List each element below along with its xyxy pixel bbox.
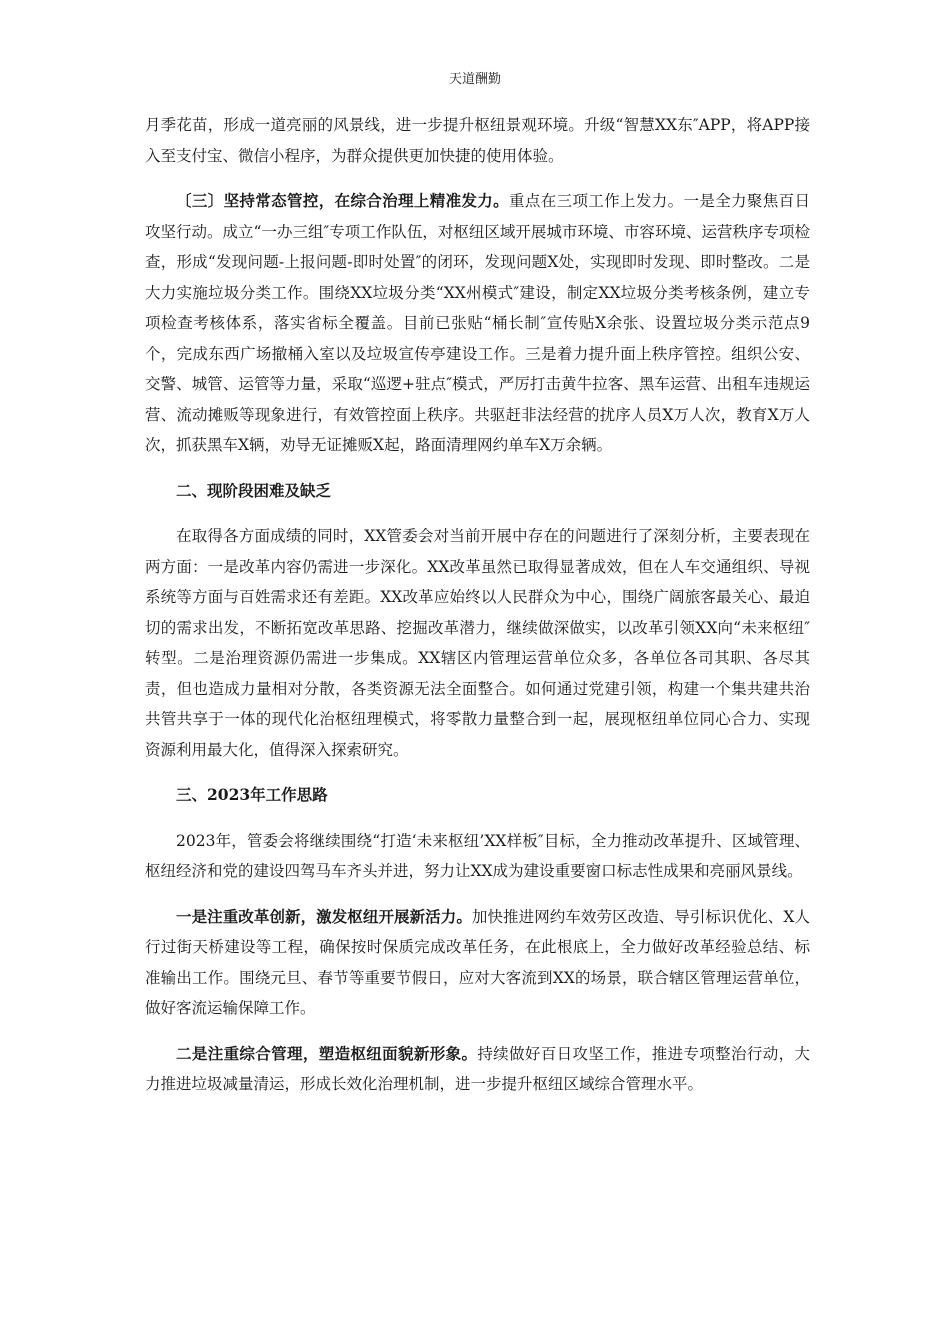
- paragraph-text: 加快推进网约车效劳区改造、导引标识优化、X人行过街天桥建设等工程，确保按时保质完成改革任务，在此根底上，全力做好改革经验总结、标准输出工作。围绕元旦、春节等重要节假日，应对大客流到XX的场景，联合辖区管理运营单位，做好客流运输保障工作。: [145, 907, 810, 1017]
- paragraph-text: 月季花苗，形成一道亮丽的风景线，进一步提升枢纽景观环境。升级“智慧XX东″APP，将APP接入至支付宝、微信小程序，为群众提供更加快捷的使用体验。: [145, 116, 810, 165]
- page-header: 天道酬勤: [448, 72, 501, 87]
- paragraph-difficulties: [145, 521, 810, 765]
- paragraph-text: 持续做好百日攻坚工作，推进专项整治行动，大力推进垃圾减量清运，形成长效化治理机制，进一步提升枢纽区域综合管理水平。: [145, 1044, 810, 1093]
- paragraph-text: 2023年，管委会将继续围绕“打造‘未来枢纽’XX样板″目标，全力推动改革提升、区域管理、枢纽经济和党的建设四驾马车齐头并进，努力让XX成为建设重要窗口标志性成果和亮丽风景线。: [145, 831, 810, 880]
- paragraph-lead: 〔三〕坚持常态管控，在综合治理上精准发力。: [176, 191, 510, 210]
- paragraph-text: 在取得各方面成绩的同时，XX管委会对当前开展中存在的问题进行了深刻分析，主要表现在两方面：一是改革内容仍需进一步深化。XX改革虽然已取得显著成效，但在人车交通组织、导视系统等方面与百姓需求还有差距。XX改革应始终以人民群众为中心，围绕广阔旅客最关心、最迫切的需求出发，不断拓宽改革思路、挖掘改革潜力，继续做深做实，以改革引领XX向“未来枢纽″转型。二是治理资源仍需进一步集成。XX辖区内管理运营单位众多，各单位各司其职、各尽其责，但也造成力量相对分散，各类资源无法全面整合。如何通过党建引领，构建一个集共建共治共管共享于一体的现代化治枢纽理模式，将零散力量整合到一起，展现枢纽单位同心合力、实现资源利用最大化，值得深入探索研究。: [145, 527, 810, 759]
- document-body: [145, 110, 810, 1100]
- paragraph-lead: 一是注重改革创新，激发枢纽开展新活力。: [176, 906, 472, 926]
- paragraph-comprehensive-management: [145, 1039, 810, 1100]
- paragraph-comprehensive-governance: [145, 186, 810, 461]
- paragraph-work-plan-intro: [145, 826, 810, 887]
- section-heading-work-plan: 三、2023年工作思路: [176, 785, 328, 804]
- paragraph-lead: 二是注重综合管理，塑造枢纽面貌新形象。: [176, 1043, 478, 1063]
- paragraph-landscape-app: [145, 110, 810, 171]
- paragraph-reform-innovation: [145, 902, 810, 1024]
- paragraph-text: 重点在三项工作上发力。一是全力聚焦百日攻坚行动。成立“一办三组″专项工作队伍，对枢纽区域开展城市环境、市容环境、运营秩序专项检查，形成“发现问题-上报问题-即时处置″的闭环，发现问题X处，实现即时发现、即时整改。二是大力实施垃圾分类工作。围绕XX垃圾分类“XX州模式″建设，制定XX垃圾分类考核条例，建立专项检查考核体系，落实省标全覆盖。目前已张贴“桶长制″宣传贴X余张、设置垃圾分类示范点9个，完成东西广场撤桶入室以及垃圾宣传亭建设工作。三是着力提升面上秩序管控。组织公安、交警、城管、运管等力量，采取“巡逻+驻点″模式，严厉打击黄牛拉客、黑车运营、出租车违规运营、流动摊贩等现象进行，有效管控面上秩序。共驱赶非法经营的扰序人员X万人次，教育X万人次，抓获黑车X辆，劝导无证摊贩X起，路面清理网约单车X万余辆。: [145, 192, 810, 454]
- section-heading-difficulties: 二、现阶段困难及缺乏: [176, 480, 332, 500]
